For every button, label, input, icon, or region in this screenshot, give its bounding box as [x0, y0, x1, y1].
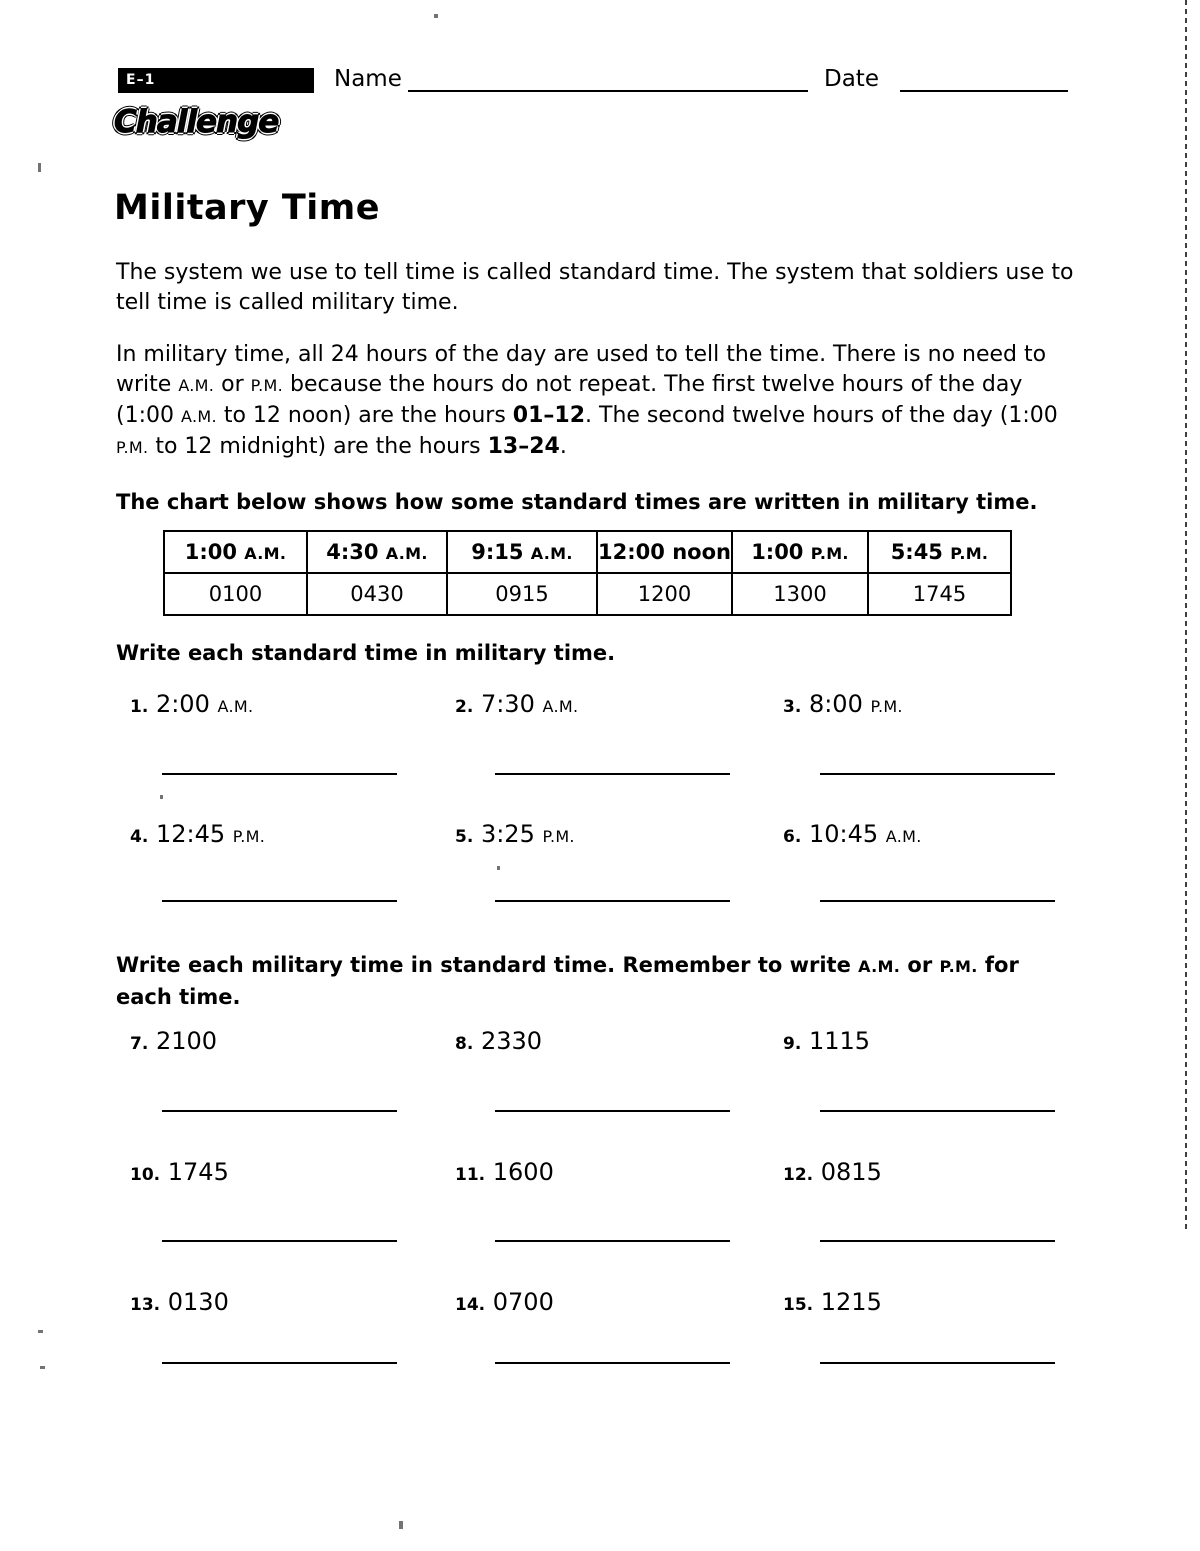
- problem-item-1: [130, 690, 253, 718]
- problem-time: 0700: [492, 1288, 554, 1316]
- chart-standard-time: 9:15: [471, 540, 524, 564]
- answer-line-6[interactable]: [820, 900, 1055, 902]
- problem-number: 10.: [130, 1165, 161, 1185]
- scan-speckle-artifact: [434, 14, 438, 18]
- chart-standard-meridiem: P.M.: [810, 544, 849, 563]
- problem-time: 2330: [480, 1027, 543, 1055]
- chart-standard-time: 12:00 noon: [598, 540, 731, 564]
- problem-item-10: [130, 1158, 229, 1186]
- problem-meridiem: A.M.: [885, 827, 922, 846]
- problem-number: 6.: [783, 827, 802, 847]
- chart-instruction: The chart below shows how some standard times are written in military time.: [116, 490, 1038, 514]
- answer-line-4[interactable]: [162, 900, 397, 902]
- chart-military-cell: 0430: [307, 573, 447, 615]
- chart-standard-cell: [597, 531, 732, 573]
- part-b-instruction: [116, 950, 1076, 1012]
- p2-text-c: because the hours do not repeat. The first twelve hours of the day (1:00: [116, 372, 1023, 428]
- scan-edge-artifact: [1185, 0, 1187, 1230]
- answer-line-11[interactable]: [495, 1240, 730, 1242]
- p2-text-g: .: [559, 434, 567, 459]
- chart-military-cell: 0915: [447, 573, 597, 615]
- problem-number: 15.: [783, 1295, 814, 1315]
- answer-line-8[interactable]: [495, 1110, 730, 1112]
- name-label: Name: [334, 66, 402, 92]
- p2-text-e: . The second twelve hours of the day (1:00: [585, 403, 1058, 428]
- chart-standard-meridiem: P.M.: [950, 544, 989, 563]
- problem-item-14: [455, 1288, 554, 1316]
- problem-item-13: [130, 1288, 229, 1316]
- answer-line-10[interactable]: [162, 1240, 397, 1242]
- problem-time: 1115: [808, 1027, 871, 1055]
- chart-standard-cell: [732, 531, 868, 573]
- chart-military-cell: 1745: [868, 573, 1011, 615]
- problem-number: 7.: [130, 1034, 149, 1054]
- scan-speckle-artifact: [497, 866, 500, 870]
- problem-number: 4.: [130, 827, 149, 847]
- part-b-pm: P.M.: [939, 957, 978, 976]
- p2-am-1: A.M.: [178, 376, 215, 395]
- problem-time: 10:45: [808, 820, 879, 848]
- problem-number: 5.: [455, 827, 474, 847]
- challenge-logo: Challenge: [114, 104, 279, 140]
- answer-line-7[interactable]: [162, 1110, 397, 1112]
- problem-number: 9.: [783, 1034, 802, 1054]
- chart-header-row: [164, 531, 1011, 573]
- part-a-instruction: Write each standard time in military time.: [116, 641, 616, 665]
- problem-time: 8:00: [808, 690, 863, 718]
- problem-number: 1.: [130, 697, 149, 717]
- answer-line-13[interactable]: [162, 1362, 397, 1364]
- answer-line-2[interactable]: [495, 773, 730, 775]
- military-time-chart: [163, 530, 1012, 616]
- problem-item-4: [130, 820, 265, 848]
- chart-standard-time: 1:00: [751, 540, 804, 564]
- problem-item-5: [455, 820, 575, 848]
- chart-standard-cell: [447, 531, 597, 573]
- intro-paragraph-2: [116, 340, 1076, 463]
- chart-standard-cell: [164, 531, 307, 573]
- p2-text-d: to 12 noon) are the hours: [216, 403, 513, 428]
- problem-item-3: [783, 690, 903, 718]
- problem-number: 12.: [783, 1165, 814, 1185]
- scan-speckle-artifact: [40, 1366, 45, 1369]
- scan-speckle-artifact: [38, 1330, 43, 1333]
- problem-meridiem: P.M.: [542, 827, 575, 846]
- page-title: Military Time: [114, 188, 381, 228]
- problem-number: 11.: [455, 1165, 486, 1185]
- problem-number: 3.: [783, 697, 802, 717]
- problem-meridiem: P.M.: [870, 697, 903, 716]
- problem-item-9: [783, 1027, 870, 1055]
- answer-line-14[interactable]: [495, 1362, 730, 1364]
- chart-standard-time: 4:30: [326, 540, 379, 564]
- chart-military-cell: 0100: [164, 573, 307, 615]
- problem-meridiem: A.M.: [217, 697, 254, 716]
- date-label: Date: [824, 66, 879, 92]
- worksheet-header: [118, 66, 1078, 100]
- p2-hour-range-2: 13–24: [487, 434, 560, 459]
- part-b-am: A.M.: [858, 957, 901, 976]
- problem-number: 2.: [455, 697, 474, 717]
- problem-time: 1745: [167, 1158, 229, 1186]
- problem-meridiem: A.M.: [542, 697, 579, 716]
- problem-item-6: [783, 820, 922, 848]
- problem-item-2: [455, 690, 578, 718]
- part-b-text-1: Write each military time in standard time. Remember to write: [116, 953, 859, 977]
- answer-line-1[interactable]: [162, 773, 397, 775]
- problem-item-7: [130, 1027, 217, 1055]
- problem-time: 7:30: [480, 690, 535, 718]
- problem-item-8: [455, 1027, 542, 1055]
- date-input-line[interactable]: [900, 90, 1068, 92]
- answer-line-12[interactable]: [820, 1240, 1055, 1242]
- chart-standard-meridiem: A.M.: [530, 544, 573, 563]
- chart-standard-cell: [868, 531, 1011, 573]
- scan-speckle-artifact: [160, 795, 163, 799]
- chart-military-row: [164, 573, 1011, 615]
- chart-standard-meridiem: A.M.: [385, 544, 428, 563]
- name-input-line[interactable]: [408, 90, 808, 92]
- problem-time: 12:45: [155, 820, 226, 848]
- answer-line-5[interactable]: [495, 900, 730, 902]
- worksheet-code-badge: E–1: [118, 68, 314, 93]
- problem-item-11: [455, 1158, 554, 1186]
- answer-line-9[interactable]: [820, 1110, 1055, 1112]
- p2-am-2: A.M.: [180, 407, 217, 426]
- chart-military-cell: 1200: [597, 573, 732, 615]
- p2-hour-range-1: 01–12: [512, 403, 586, 428]
- problem-time: 0815: [820, 1158, 882, 1186]
- chart-standard-cell: [307, 531, 447, 573]
- p2-text-a: In military time, all 24 hours of the day are used to tell the time. There is no need to write: [116, 342, 1047, 397]
- p2-pm-1: P.M.: [250, 376, 283, 395]
- scan-speckle-artifact: [399, 1521, 403, 1529]
- p2-text-b: or: [214, 372, 251, 397]
- problem-number: 14.: [455, 1295, 486, 1315]
- problem-number: 8.: [455, 1034, 474, 1054]
- problem-time: 1600: [492, 1158, 554, 1186]
- problem-meridiem: P.M.: [232, 827, 266, 846]
- chart-military-cell: 1300: [732, 573, 868, 615]
- problem-number: 13.: [130, 1295, 161, 1315]
- chart-standard-time: 1:00: [184, 540, 237, 564]
- chart-standard-meridiem: A.M.: [244, 544, 287, 563]
- problem-item-12: [783, 1158, 882, 1186]
- part-b-text-3: for each time.: [116, 953, 1019, 1009]
- answer-line-15[interactable]: [820, 1362, 1055, 1364]
- chart-standard-time: 5:45: [890, 540, 943, 564]
- part-b-text-2: or: [900, 953, 940, 977]
- scan-speckle-artifact: [38, 163, 41, 172]
- intro-paragraph-1: The system we use to tell time is called standard time. The system that soldiers use to tell time is called military time.: [116, 260, 1074, 315]
- p2-text-f: to 12 midnight) are the hours: [148, 434, 488, 459]
- problem-time: 1215: [820, 1288, 882, 1316]
- answer-line-3[interactable]: [820, 773, 1055, 775]
- problem-time: 2100: [155, 1027, 218, 1055]
- problem-time: 2:00: [155, 690, 210, 718]
- problem-time: 0130: [167, 1288, 229, 1316]
- problem-time: 3:25: [480, 820, 535, 848]
- problem-item-15: [783, 1288, 882, 1316]
- p2-pm-2: P.M.: [116, 438, 149, 457]
